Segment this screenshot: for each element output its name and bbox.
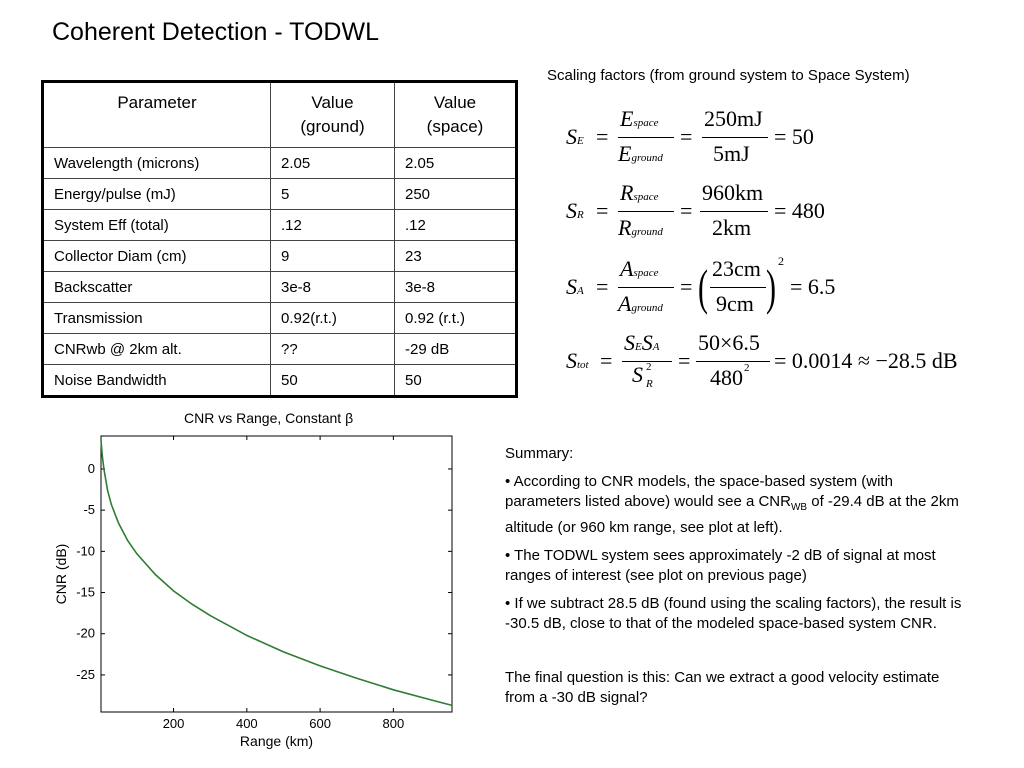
cell-value-ground: ?? [271, 334, 395, 365]
cell-parameter: Wavelength (microns) [43, 148, 271, 179]
cell-value-space: 2.05 [395, 148, 517, 179]
table-row [43, 303, 517, 334]
equation-stot: Stot = SESA S 2 R = 50×6.5 480 2 = 0.0014 ≈ −28.5 dB [566, 330, 958, 390]
y-axis-label: CNR (dB) [53, 543, 69, 605]
plot-frame [101, 436, 452, 712]
cnr-range-chart [40, 428, 470, 753]
summary-heading: Summary: [505, 445, 574, 462]
cell-parameter: System Eff (total) [43, 210, 271, 241]
table-body [43, 148, 517, 397]
y-tick-label: -15 [76, 584, 95, 600]
cell-value-space: -29 dB [395, 334, 517, 365]
cell-parameter: CNRwb @ 2km alt. [43, 334, 271, 365]
table-row [43, 365, 517, 397]
y-tick-label: 0 [87, 460, 95, 476]
header-value-space: Value (space) [395, 82, 517, 148]
equation-sr: SR = Rspace Rground = 960km 2km = 480 [566, 180, 825, 240]
cell-value-space: 3e-8 [395, 272, 517, 303]
summary-bullet-3: • If we subtract 28.5 dB (found using the scaling factors), the result is -30.5 dB, close to that of the modeled space-based system CNR. [505, 595, 962, 632]
slide-title: Coherent Detection - TODWL [52, 18, 379, 46]
summary-bullet-2: • The TODWL system sees approximately -2 dB of signal at most ranges of interest (see plot on previous page) [505, 547, 936, 584]
cell-value-ground: .12 [271, 210, 395, 241]
table-row [43, 179, 517, 210]
header-parameter: Parameter [43, 82, 271, 148]
cell-value-ground: 50 [271, 365, 395, 397]
cell-value-space: .12 [395, 210, 517, 241]
y-tick-label: -5 [83, 502, 95, 518]
cell-value-ground: 3e-8 [271, 272, 395, 303]
cell-parameter: Transmission [43, 303, 271, 334]
cell-parameter: Backscatter [43, 272, 271, 303]
cell-value-space: 250 [395, 179, 517, 210]
x-tick-label: 200 [162, 716, 185, 731]
table-row [43, 272, 517, 303]
table-row [43, 210, 517, 241]
y-tick-label: -20 [76, 625, 95, 641]
scaling-caption: Scaling factors (from ground system to Space System) [547, 67, 910, 84]
table-header-row [43, 82, 517, 148]
cell-value-space: 23 [395, 241, 517, 272]
summary-final-question: The final question is this: Can we extract a good velocity estimate from a -30 dB signal? [505, 669, 940, 706]
x-tick-label: 800 [382, 716, 405, 731]
y-tick-label: -25 [76, 666, 95, 682]
cell-value-space: 50 [395, 365, 517, 397]
x-axis-label: Range (km) [239, 733, 314, 749]
x-tick-label: 400 [235, 716, 258, 731]
cell-parameter: Collector Diam (cm) [43, 241, 271, 272]
y-tick-label: -10 [76, 543, 95, 559]
equation-se: SE = Espace Eground = 250mJ 5mJ = 50 [566, 106, 814, 166]
header-value-ground: Value (ground) [271, 82, 395, 148]
cell-value-ground: 0.92(r.t.) [271, 303, 395, 334]
table-row [43, 241, 517, 272]
table-row [43, 148, 517, 179]
equation-sa: SA = Aspace Aground = ( 23cm 9cm ) 2 = 6.5 [566, 254, 836, 316]
cell-value-ground: 5 [271, 179, 395, 210]
chart-title: CNR vs Range, Constant β [184, 410, 354, 426]
table-row [43, 334, 517, 365]
cell-parameter: Energy/pulse (mJ) [43, 179, 271, 210]
cell-value-space: 0.92 (r.t.) [395, 303, 517, 334]
x-tick-label: 600 [309, 716, 331, 731]
cell-value-ground: 9 [271, 241, 395, 272]
parameter-table [41, 80, 518, 398]
cell-value-ground: 2.05 [271, 148, 395, 179]
cell-parameter: Noise Bandwidth [43, 365, 271, 397]
summary-bullet-1: • According to CNR models, the space-based system (with parameters listed above) would see a $CNR_{WB}$ of -29.4 dB at the 2km altitude (or 960 km range, see plot at left). [505, 473, 959, 536]
summary-panel [505, 444, 970, 716]
